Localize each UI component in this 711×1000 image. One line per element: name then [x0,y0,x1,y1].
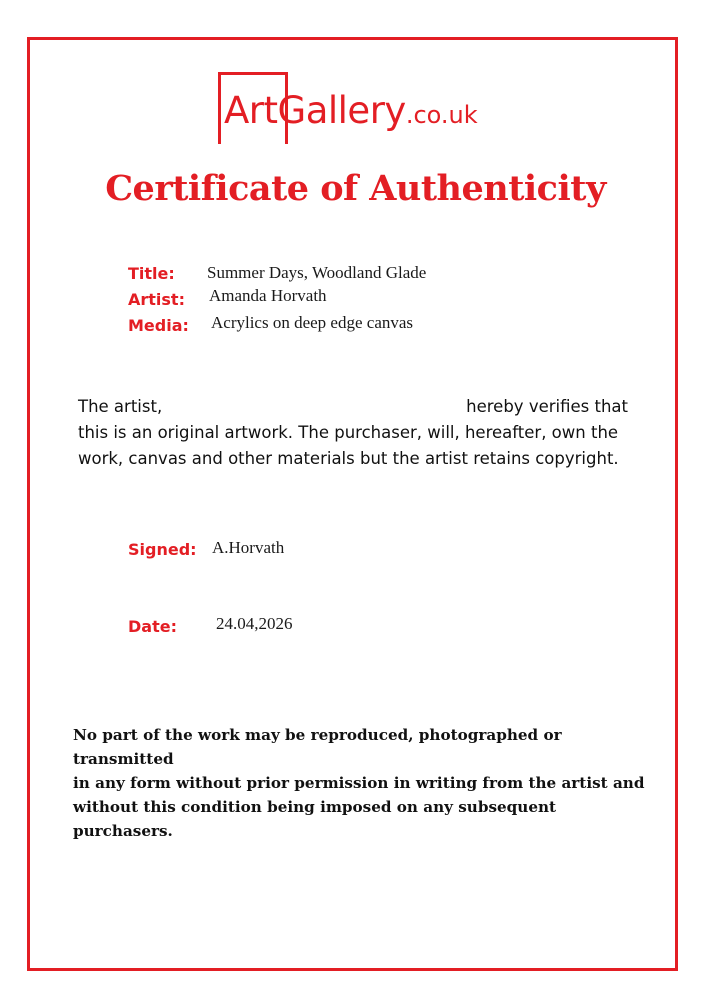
logo-suffix: .co.uk [405,101,478,129]
certificate-heading: Certificate of Authenticity [105,168,606,209]
notice-line2: in any form without prior permission in writing from the artist and [73,774,645,792]
media-value: Acrylics on deep edge canvas [211,313,414,332]
artgallery-logo [218,72,538,152]
date-value: 24.04,2026 [216,614,293,633]
media-label: Media: [128,316,189,335]
notice-line1: No part of the work may be reproduced, photographed or transmitted [73,726,562,768]
verification-line1-left: The artist, [78,397,163,416]
copyright-notice [73,723,648,843]
verification-line3: work, canvas and other materials but the artist retains copyright. [78,449,619,468]
title-label: Title: [128,264,175,283]
logo-brand: ArtGallery [224,89,406,132]
signed-value: A.Horvath [212,538,285,557]
verification-line2: this is an original artwork. The purchaser, will, hereafter, own the [78,423,619,442]
signed-label: Signed: [128,540,197,559]
artist-label: Artist: [128,290,185,309]
notice-line3: without this condition being imposed on any subsequent purchasers. [73,798,557,840]
date-label: Date: [128,617,177,636]
verification-line1-right: hereby verifies that [466,397,628,416]
title-value: Summer Days, Woodland Glade [207,263,427,282]
artist-value: Amanda Horvath [209,286,327,305]
verification-statement [78,394,628,472]
